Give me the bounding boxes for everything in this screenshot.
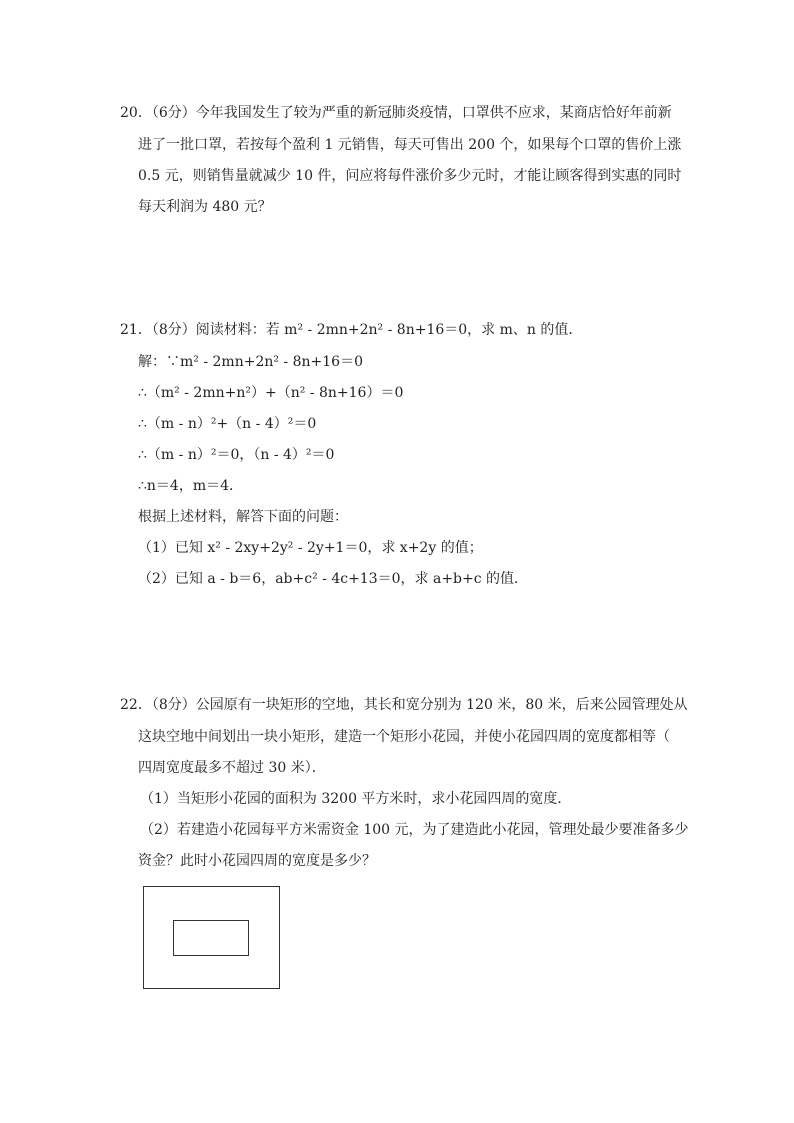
q22-line-5: （2）若建造小花园每平方米需资金 100 元，为了建造此小花园，管理处最少要准备多少 [140,822,689,838]
q20-line-3: 0.5 元，则销售量就减少 10 件，问应将每件涨价多少元时，才能让顾客得到实惠的同时 [138,168,682,184]
q21-line-3: ∴（m² - 2mn+n²）+（n² - 8n+16）＝0 [138,385,404,401]
q20-line-1: 20．（6分）今年我国发生了较为严重的新冠肺炎疫情，口罩供不应求，某商店恰好年前新 [120,105,672,121]
q20-line-4: 每天利润为 480 元？ [138,199,272,215]
q22-line-2: 这块空地中间划出一块小矩形，建造一个矩形小花园，并使小花园四周的宽度都相等（ [138,729,670,745]
q22-line-1: 22．（8分）公园原有一块矩形的空地，其长和宽分别为 120 米，80 米，后来公园管理处从 [120,697,688,713]
q20-line-2: 进了一批口罩，若按每个盈利 1 元销售，每天可售出 200 个，如果每个口罩的售价上涨 [138,137,682,153]
q21-line-7: 根据上述材料，解答下面的问题： [138,509,348,525]
q21-line-9: （2）已知 a - b＝6，ab+c² - 4c+13＝0，求 a+b+c 的值． [138,571,529,587]
q21-line-8: （1）已知 x² - 2xy+2y² - 2y+1＝0，求 x+2y 的值； [138,540,483,556]
q22-line-4: （1）当矩形小花园的面积为 3200 平方米时，求小花园四周的宽度． [140,791,572,807]
q22-line-3: 四周宽度最多不超过 30 米）． [138,760,326,776]
garden-inner-rectangle [173,920,249,956]
q21-line-4: ∴（m - n）²+（n - 4）²＝0 [138,416,317,432]
q21-line-6: ∴n＝4，m＝4． [138,478,244,494]
q21-line-2: 解：∵m² - 2mn+2n² - 8n+16＝0 [138,354,363,370]
q21-line-1: 21．（8分）阅读材料：若 m² - 2mn+2n² - 8n+16＝0，求 m、n 的值． [120,322,583,338]
q22-line-6: 资金？此时小花园四周的宽度是多少？ [138,853,376,869]
q21-line-5: ∴（m - n）²＝0，（n - 4）²＝0 [138,447,335,463]
